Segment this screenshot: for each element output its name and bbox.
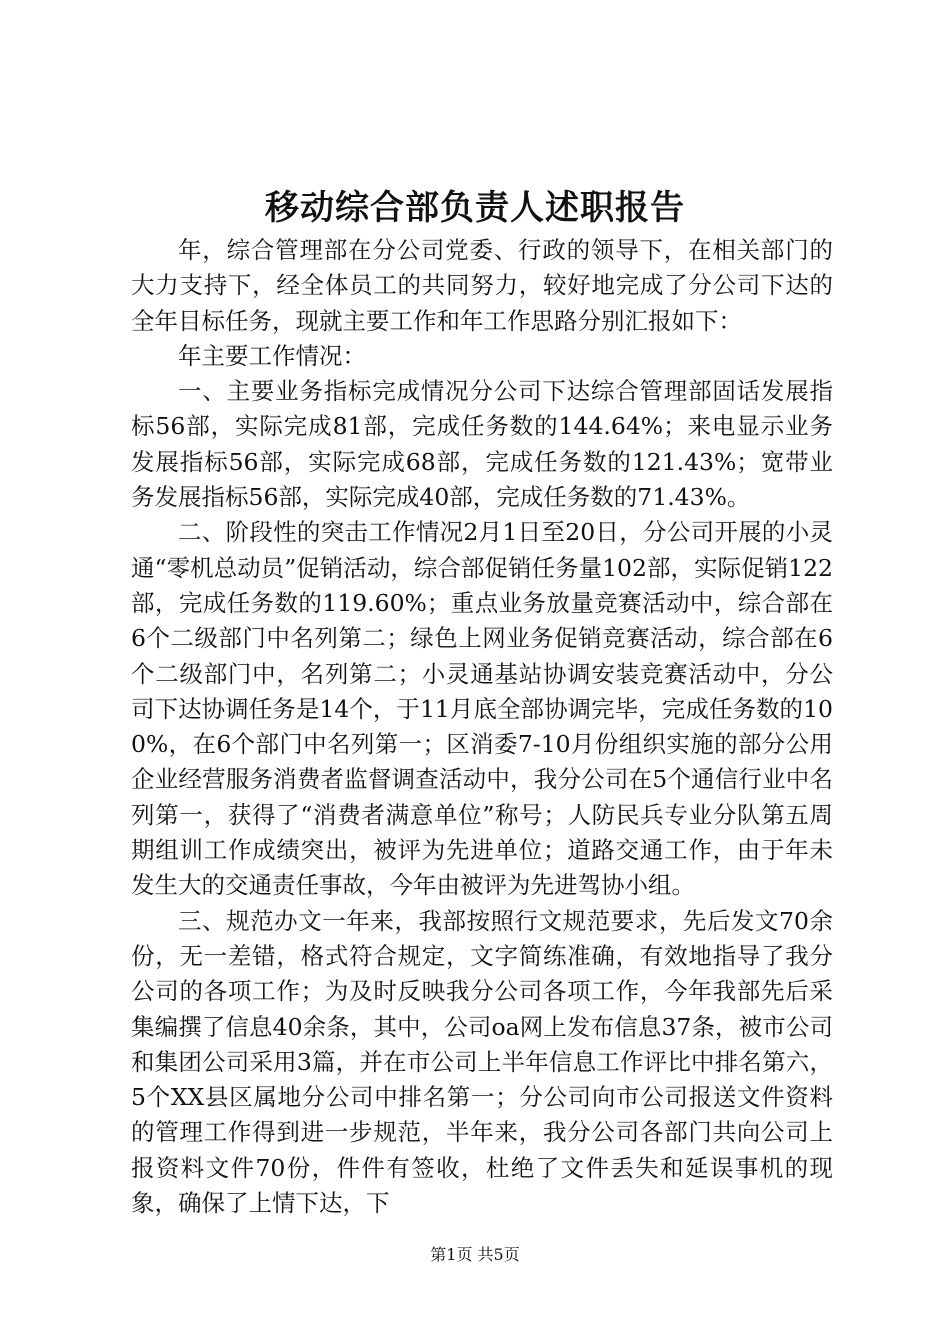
paragraph-intro: 年，综合管理部在分公司党委、行政的领导下，在相关部门的大力支持下，经全体员工的共同努力，较好地完成了分公司下达的全年目标任务，现就主要工作和年工作思路分别汇报如下： (131, 236, 833, 335)
document-body (131, 233, 833, 1221)
paragraph-section-heading: 年主要工作情况： (178, 341, 366, 370)
page-footer: 第1页 共5页 (430, 1245, 520, 1264)
paragraph-business-indicators: 一、主要业务指标完成情况分公司下达综合管理部固话发展指标56部，实际完成81部，完成任务数的144.64%；来电显示业务发展指标56部，实际完成68部，完成任务数的121.43%；宽带业务发展指标56部，实际完成40部，完成任务数的71.43%。 (131, 377, 833, 512)
paragraph-document-standards: 三、规范办文一年来，我部按照行文规范要求，先后发文70余份，无一差错，格式符合规定，文字简练准确，有效地指导了我分公司的各项工作；为及时反映我分公司各项工作，今年我部先后采集编撰了信息40余条，其中，公司oa网上发布信息37条，被市公司和集团公司采用3篇，并在市公司上半年信息工作评比中排名第六，5个XX县区属地分公司中排名第一；分公司向市公司报送文件资料的管理工作得到进一步规范，半年来，我分公司各部门共向公司上报资料文件70份，件件有签收，杜绝了文件丢失和延误事机的现象，确保了上情下达，下 (131, 906, 833, 1218)
document-title: 移动综合部负责人述职报告 (265, 188, 685, 228)
paragraph-campaign-work: 二、阶段性的突击工作情况2月1日至20日，分公司开展的小灵通“零机总动员”促销活动，综合部促销任务量102部，实际促销122部，完成任务数的119.60%；重点业务放量竞赛活动中，综合部在6个二级部门中名列第二；绿色上网业务促销竞赛活动，综合部在6个二级部门中，名列第二；小灵通基站协调安装竞赛活动中，分公司下达协调任务是14个，于11月底全部协调完毕，完成任务数的100%，在6个部门中名列第一；区消委7-10月份组织实施的部分公用企业经营服务消费者监督调查活动中，我分公司在5个通信行业中名列第一，获得了“消费者满意单位”称号；人防民兵专业分队第五周期组训工作成绩突出，被评为先进单位；道路交通工作，由于年未发生大的交通责任事故，今年由被评为先进驾协小组。 (131, 518, 833, 900)
